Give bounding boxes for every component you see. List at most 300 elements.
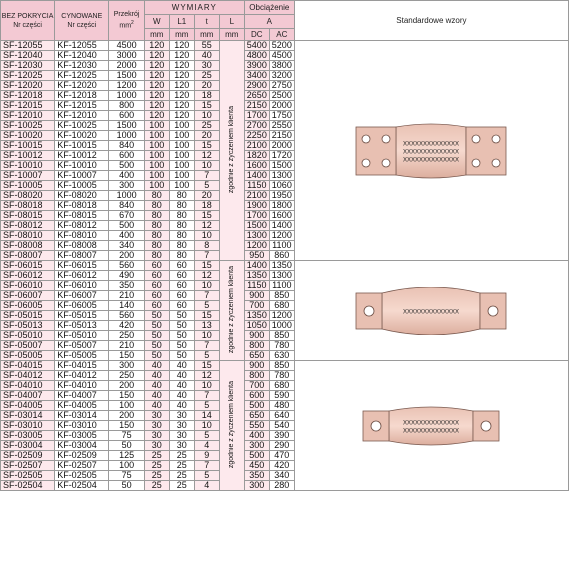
header-wymiary: WYMIARY [144, 1, 244, 15]
cell-bez-pokrycia: SF-05015 [1, 311, 55, 321]
cell-w: 60 [144, 291, 169, 301]
cell-cynowane: KF-12040 [55, 51, 109, 61]
cell-bez-pokrycia: SF-12055 [1, 41, 55, 51]
cell-przekroj: 840 [109, 201, 144, 211]
cell-l1: 30 [169, 441, 194, 451]
cell-ac: 3200 [269, 71, 294, 81]
cell-ac: 2500 [269, 91, 294, 101]
cell-cynowane: KF-02507 [55, 461, 109, 471]
cell-cynowane: KF-03014 [55, 411, 109, 421]
cell-ac: 1350 [269, 261, 294, 271]
header-bez-pokrycia: BEZ POKRYCIA Nr części [1, 1, 55, 41]
mounting-hole [481, 421, 491, 431]
cell-t: 30 [194, 61, 219, 71]
cell-cynowane: KF-10010 [55, 161, 109, 171]
cell-cynowane: KF-08018 [55, 201, 109, 211]
cell-bez-pokrycia: SF-02505 [1, 471, 55, 481]
cell-l1: 50 [169, 321, 194, 331]
cell-cynowane: KF-10012 [55, 151, 109, 161]
cell-bez-pokrycia: SF-08018 [1, 201, 55, 211]
cell-l1: 50 [169, 311, 194, 321]
cell-l1: 25 [169, 471, 194, 481]
cell-l1: 40 [169, 391, 194, 401]
cell-l1: 25 [169, 481, 194, 491]
cell-w: 60 [144, 281, 169, 291]
header-w-unit: mm [144, 29, 169, 41]
cell-przekroj: 50 [109, 441, 144, 451]
cell-dc: 1200 [244, 241, 269, 251]
cell-bez-pokrycia: SF-04007 [1, 391, 55, 401]
cell-t: 7 [194, 341, 219, 351]
cell-przekroj: 490 [109, 271, 144, 281]
cell-dc: 1350 [244, 271, 269, 281]
cell-w: 80 [144, 251, 169, 261]
table-row [1, 261, 569, 271]
cell-bez-pokrycia: SF-06010 [1, 281, 55, 291]
cell-przekroj: 1000 [109, 131, 144, 141]
mounting-hole [492, 135, 500, 143]
cell-ac: 680 [269, 381, 294, 391]
cell-cynowane: KF-06012 [55, 271, 109, 281]
cell-l1: 80 [169, 191, 194, 201]
cell-t: 7 [194, 461, 219, 471]
cell-t: 5 [194, 401, 219, 411]
cell-ac: 1200 [269, 231, 294, 241]
header-standardowe-wzory: Standardowe wzory [294, 1, 568, 41]
mounting-hole [371, 421, 381, 431]
cell-w: 25 [144, 481, 169, 491]
cell-dc: 650 [244, 411, 269, 421]
cell-bez-pokrycia: SF-05007 [1, 341, 55, 351]
cell-l1: 30 [169, 411, 194, 421]
custom-length-note-text: zgodnie z życzeniem klienta [228, 105, 236, 194]
cell-t: 10 [194, 331, 219, 341]
cell-w: 120 [144, 71, 169, 81]
cell-dc: 500 [244, 451, 269, 461]
cell-dc: 4800 [244, 51, 269, 61]
cell-bez-pokrycia: SF-06005 [1, 301, 55, 311]
mounting-hole [472, 135, 480, 143]
cell-l1: 40 [169, 371, 194, 381]
cell-w: 50 [144, 341, 169, 351]
cell-l1: 50 [169, 341, 194, 351]
cell-przekroj: 150 [109, 421, 144, 431]
cell-cynowane: KF-03010 [55, 421, 109, 431]
cell-dc: 1150 [244, 181, 269, 191]
cell-ac: 2550 [269, 121, 294, 131]
mounting-hole [362, 135, 370, 143]
cell-ac: 640 [269, 411, 294, 421]
cell-bez-pokrycia: SF-08010 [1, 231, 55, 241]
cell-dc: 1820 [244, 151, 269, 161]
cell-cynowane: KF-10015 [55, 141, 109, 151]
header-l1-unit: mm [169, 29, 194, 41]
busbar-marking-text: XXXXXXXXXXXXXX [403, 428, 460, 434]
cell-dc: 500 [244, 401, 269, 411]
cell-bez-pokrycia: SF-03010 [1, 421, 55, 431]
cell-ac: 1300 [269, 171, 294, 181]
cell-dc: 1400 [244, 261, 269, 271]
cell-t: 10 [194, 381, 219, 391]
cell-bez-pokrycia: SF-03004 [1, 441, 55, 451]
mounting-hole [362, 159, 370, 167]
table-row [1, 361, 569, 371]
cell-cynowane: KF-12015 [55, 101, 109, 111]
cell-ac: 630 [269, 351, 294, 361]
cell-bez-pokrycia: SF-02507 [1, 461, 55, 471]
cell-bez-pokrycia: SF-12030 [1, 61, 55, 71]
cell-l1: 100 [169, 181, 194, 191]
cell-t: 7 [194, 391, 219, 401]
cell-ac: 280 [269, 481, 294, 491]
cell-cynowane: KF-06010 [55, 281, 109, 291]
cell-w: 40 [144, 391, 169, 401]
cell-l1: 25 [169, 451, 194, 461]
cell-l1: 120 [169, 41, 194, 51]
cell-przekroj: 300 [109, 361, 144, 371]
cell-przekroj: 1500 [109, 71, 144, 81]
cell-dc: 2700 [244, 121, 269, 131]
cell-przekroj: 800 [109, 101, 144, 111]
cell-t: 5 [194, 471, 219, 481]
cell-bez-pokrycia: SF-10025 [1, 121, 55, 131]
cell-dc: 1900 [244, 201, 269, 211]
cell-t: 20 [194, 131, 219, 141]
cell-dc: 350 [244, 471, 269, 481]
cell-w: 30 [144, 431, 169, 441]
cell-dc: 2100 [244, 191, 269, 201]
cell-w: 40 [144, 361, 169, 371]
header-przekroj: Przekrój $mm^2$ [109, 1, 144, 41]
header-dc: DC [244, 29, 269, 41]
cell-dc: 2100 [244, 141, 269, 151]
header-l1: L1 [169, 15, 194, 29]
mounting-hole [364, 306, 374, 316]
cell-l1: 80 [169, 201, 194, 211]
cell-t: 7 [194, 291, 219, 301]
cell-w: 100 [144, 181, 169, 191]
cell-bez-pokrycia: SF-05005 [1, 351, 55, 361]
cell-bez-pokrycia: SF-08012 [1, 221, 55, 231]
cell-w: 120 [144, 51, 169, 61]
cell-l1: 60 [169, 291, 194, 301]
cell-w: 40 [144, 371, 169, 381]
cell-dc: 700 [244, 301, 269, 311]
cell-w: 120 [144, 61, 169, 71]
cell-bez-pokrycia: SF-02504 [1, 481, 55, 491]
cell-t: 12 [194, 221, 219, 231]
header-ac: AC [269, 29, 294, 41]
cell-w: 120 [144, 101, 169, 111]
cell-l1: 120 [169, 91, 194, 101]
cell-t: 4 [194, 481, 219, 491]
mounting-hole [472, 159, 480, 167]
cell-cynowane: KF-12010 [55, 111, 109, 121]
cell-bez-pokrycia: SF-10010 [1, 161, 55, 171]
cell-dc: 2250 [244, 131, 269, 141]
cell-dc: 700 [244, 381, 269, 391]
cell-w: 80 [144, 191, 169, 201]
cell-w: 80 [144, 241, 169, 251]
cell-l1: 50 [169, 331, 194, 341]
cell-dc: 600 [244, 391, 269, 401]
cell-bez-pokrycia: SF-06007 [1, 291, 55, 301]
cell-bez-pokrycia: SF-10012 [1, 151, 55, 161]
cell-w: 50 [144, 321, 169, 331]
cell-t: 10 [194, 111, 219, 121]
cell-bez-pokrycia: SF-06012 [1, 271, 55, 281]
cell-bez-pokrycia: SF-05010 [1, 331, 55, 341]
cell-przekroj: 140 [109, 301, 144, 311]
cell-bez-pokrycia: SF-10005 [1, 181, 55, 191]
cell-l1: 100 [169, 171, 194, 181]
cell-dc: 5400 [244, 41, 269, 51]
cell-w: 80 [144, 201, 169, 211]
cell-bez-pokrycia: SF-02509 [1, 451, 55, 461]
cell-w: 80 [144, 211, 169, 221]
cell-dc: 2900 [244, 81, 269, 91]
cell-t: 15 [194, 141, 219, 151]
cell-w: 60 [144, 261, 169, 271]
cell-w: 60 [144, 271, 169, 281]
cell-przekroj: 150 [109, 351, 144, 361]
cell-t: 5 [194, 431, 219, 441]
cell-ac: 1400 [269, 221, 294, 231]
cell-w: 30 [144, 421, 169, 431]
cell-w: 40 [144, 401, 169, 411]
cell-bez-pokrycia: SF-04010 [1, 381, 55, 391]
cell-w: 40 [144, 381, 169, 391]
cell-przekroj: 200 [109, 251, 144, 261]
cell-w: 100 [144, 141, 169, 151]
cell-t: 10 [194, 231, 219, 241]
cell-dc: 2150 [244, 101, 269, 111]
cell-ac: 590 [269, 391, 294, 401]
cell-ac: 1800 [269, 201, 294, 211]
cell-w: 100 [144, 131, 169, 141]
cell-przekroj: 670 [109, 211, 144, 221]
cell-bez-pokrycia: SF-03005 [1, 431, 55, 441]
cell-t: 7 [194, 251, 219, 261]
cell-l1: 80 [169, 231, 194, 241]
cell-ac: 850 [269, 361, 294, 371]
cell-w: 50 [144, 351, 169, 361]
cell-bez-pokrycia: SF-12040 [1, 51, 55, 61]
custom-length-note-text: zgodnie z życzeniem klienta [228, 265, 236, 354]
cell-t: 5 [194, 181, 219, 191]
cell-ac: 1600 [269, 211, 294, 221]
custom-length-note [219, 261, 244, 361]
cell-cynowane: KF-08012 [55, 221, 109, 231]
cell-cynowane: KF-05015 [55, 311, 109, 321]
cell-przekroj: 1500 [109, 121, 144, 131]
cell-dc: 800 [244, 371, 269, 381]
cell-t: 7 [194, 171, 219, 181]
cell-t: 18 [194, 201, 219, 211]
cell-cynowane: KF-10005 [55, 181, 109, 191]
cell-przekroj: 250 [109, 371, 144, 381]
cell-t: 13 [194, 321, 219, 331]
cell-dc: 3900 [244, 61, 269, 71]
cell-ac: 1100 [269, 281, 294, 291]
cell-l1: 30 [169, 431, 194, 441]
header-l: L [219, 15, 244, 29]
cell-ac: 420 [269, 461, 294, 471]
cell-w: 80 [144, 231, 169, 241]
cell-przekroj: 150 [109, 391, 144, 401]
cell-przekroj: 200 [109, 411, 144, 421]
cell-t: 10 [194, 161, 219, 171]
cell-cynowane: KF-12020 [55, 81, 109, 91]
cell-l1: 120 [169, 61, 194, 71]
cell-cynowane: KF-12018 [55, 91, 109, 101]
cell-cynowane: KF-08007 [55, 251, 109, 261]
cell-bez-pokrycia: SF-04012 [1, 371, 55, 381]
cell-bez-pokrycia: SF-08020 [1, 191, 55, 201]
standard-pattern-cell [294, 261, 568, 361]
cell-l1: 40 [169, 361, 194, 371]
cell-t: 4 [194, 441, 219, 451]
header-w: W [144, 15, 169, 29]
cell-dc: 1700 [244, 111, 269, 121]
cell-przekroj: 500 [109, 221, 144, 231]
cell-t: 10 [194, 281, 219, 291]
cell-cynowane: KF-04005 [55, 401, 109, 411]
cell-dc: 3400 [244, 71, 269, 81]
cell-ac: 470 [269, 451, 294, 461]
cell-t: 12 [194, 271, 219, 281]
cell-przekroj: 600 [109, 111, 144, 121]
cell-l1: 80 [169, 251, 194, 261]
header-a: A [244, 15, 294, 29]
cell-t: 20 [194, 81, 219, 91]
cell-przekroj: 350 [109, 281, 144, 291]
cell-cynowane: KF-05007 [55, 341, 109, 351]
cell-bez-pokrycia: SF-12020 [1, 81, 55, 91]
cell-bez-pokrycia: SF-12025 [1, 71, 55, 81]
cell-dc: 550 [244, 421, 269, 431]
cell-l1: 100 [169, 131, 194, 141]
cell-w: 25 [144, 451, 169, 461]
cell-przekroj: 840 [109, 141, 144, 151]
cell-ac: 850 [269, 331, 294, 341]
cell-ac: 4500 [269, 51, 294, 61]
cell-w: 25 [144, 461, 169, 471]
flexible-busbar-drawing [361, 405, 501, 447]
cell-l1: 80 [169, 241, 194, 251]
cell-bez-pokrycia: SF-12015 [1, 101, 55, 111]
cell-l1: 50 [169, 351, 194, 361]
cell-ac: 5200 [269, 41, 294, 51]
cell-ac: 1060 [269, 181, 294, 191]
cell-t: 18 [194, 91, 219, 101]
cell-w: 120 [144, 81, 169, 91]
cell-ac: 340 [269, 471, 294, 481]
cell-dc: 650 [244, 351, 269, 361]
cell-l1: 120 [169, 51, 194, 61]
cell-l1: 100 [169, 161, 194, 171]
cell-dc: 900 [244, 331, 269, 341]
flexible-busbar-drawing [354, 287, 508, 335]
cell-t: 8 [194, 241, 219, 251]
cell-l1: 100 [169, 121, 194, 131]
cell-bez-pokrycia: SF-05013 [1, 321, 55, 331]
cell-przekroj: 50 [109, 481, 144, 491]
cell-przekroj: 210 [109, 341, 144, 351]
standard-pattern-cell [294, 361, 568, 491]
cell-cynowane: KF-06015 [55, 261, 109, 271]
cell-ac: 390 [269, 431, 294, 441]
cell-bez-pokrycia: SF-04015 [1, 361, 55, 371]
cell-dc: 900 [244, 361, 269, 371]
cell-ac: 480 [269, 401, 294, 411]
cell-dc: 400 [244, 431, 269, 441]
cell-przekroj: 200 [109, 381, 144, 391]
cell-ac: 290 [269, 441, 294, 451]
cell-l1: 40 [169, 381, 194, 391]
cell-t: 10 [194, 421, 219, 431]
cell-cynowane: KF-02505 [55, 471, 109, 481]
cell-dc: 800 [244, 341, 269, 351]
header-l-unit: mm [219, 29, 244, 41]
cell-l1: 60 [169, 261, 194, 271]
cell-ac: 1500 [269, 161, 294, 171]
cell-cynowane: KF-04012 [55, 371, 109, 381]
cell-w: 80 [144, 221, 169, 231]
cell-bez-pokrycia: SF-03014 [1, 411, 55, 421]
cell-przekroj: 400 [109, 231, 144, 241]
standard-pattern-cell [294, 41, 568, 261]
cell-w: 120 [144, 111, 169, 121]
cell-cynowane: KF-04007 [55, 391, 109, 401]
cell-t: 15 [194, 261, 219, 271]
cell-l1: 60 [169, 301, 194, 311]
cell-t: 20 [194, 191, 219, 201]
cell-dc: 1700 [244, 211, 269, 221]
cell-przekroj: 1200 [109, 81, 144, 91]
cell-cynowane: KF-12030 [55, 61, 109, 71]
cell-ac: 860 [269, 251, 294, 261]
cell-dc: 900 [244, 291, 269, 301]
cell-bez-pokrycia: SF-08007 [1, 251, 55, 261]
busbar-terminal-right [466, 127, 506, 175]
header-obciazenie: Obciążenie [244, 1, 294, 15]
cell-przekroj: 1000 [109, 91, 144, 101]
cell-t: 15 [194, 211, 219, 221]
mounting-hole [492, 159, 500, 167]
cell-w: 60 [144, 301, 169, 311]
cell-przekroj: 100 [109, 401, 144, 411]
cell-ac: 540 [269, 421, 294, 431]
cell-bez-pokrycia: SF-04005 [1, 401, 55, 411]
cell-cynowane: KF-04010 [55, 381, 109, 391]
cell-l1: 30 [169, 421, 194, 431]
busbar-marking-text: XXXXXXXXXXXXXX [403, 141, 460, 147]
cell-t: 15 [194, 101, 219, 111]
cell-cynowane: KF-06005 [55, 301, 109, 311]
cell-bez-pokrycia: SF-08008 [1, 241, 55, 251]
cell-ac: 780 [269, 371, 294, 381]
cell-l1: 100 [169, 151, 194, 161]
cell-cynowane: KF-06007 [55, 291, 109, 301]
cell-przekroj: 3000 [109, 51, 144, 61]
cell-przekroj: 125 [109, 451, 144, 461]
cell-t: 25 [194, 121, 219, 131]
cell-t: 5 [194, 351, 219, 361]
cell-cynowane: KF-08008 [55, 241, 109, 251]
cell-cynowane: KF-05013 [55, 321, 109, 331]
header-t-unit: mm [194, 29, 219, 41]
